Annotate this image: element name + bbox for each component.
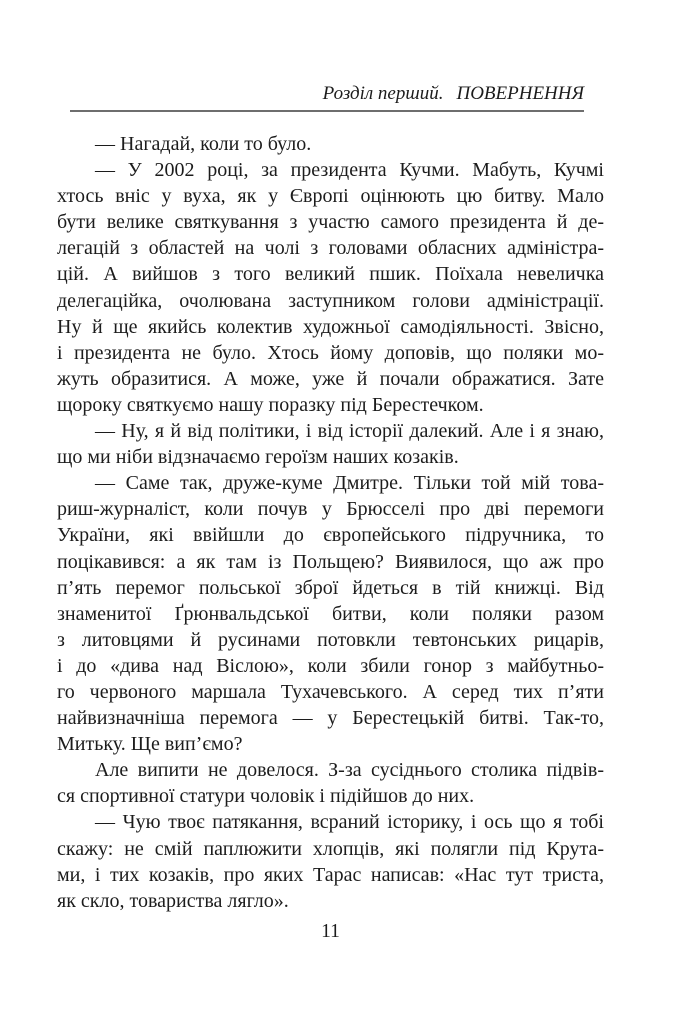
section-title: ПОВЕРНЕННЯ	[456, 83, 584, 104]
paragraph	[57, 470, 604, 757]
paragraph	[57, 418, 604, 470]
text-line: України, які ввійшли до європейського підручника, то	[57, 524, 604, 547]
text-line: і президента не було. Хтось йому доповів, що поляки мо-	[57, 341, 604, 364]
text-line: найвизначніша перемога — у Берестецькій битві. Так-то,	[57, 707, 604, 730]
text-line: і до «дива над Віслою», коли збили гонор з майбутньо-	[57, 654, 604, 677]
text-line: — У 2002 році, за президента Кучми. Мабуть, Кучмі	[95, 159, 604, 182]
paragraph	[57, 757, 604, 809]
running-head	[70, 83, 584, 105]
text-line: Митьку. Ще вип’ємо?	[57, 733, 243, 756]
text-line: п’ять перемог польської зброї йдеться в тій книжці. Від	[57, 576, 604, 599]
text-line: ся спортивної статури чоловік і підійшов до них.	[57, 785, 475, 808]
text-line: бути велике святкування з участю самого президента й де-	[57, 211, 604, 234]
page-number: 11	[321, 921, 340, 942]
text-line: — Чую твоє патякання, всраний історику, і ось що я тобі	[95, 811, 604, 834]
text-line: що ми ніби відзначаємо героїзм наших козаків.	[57, 446, 459, 469]
page-body	[57, 131, 604, 914]
text-line: ми, і тих козаків, про яких Тарас написав: «Нас тут триста,	[57, 863, 604, 886]
text-line: Але випити не довелося. З-за сусіднього столика підвів-	[95, 759, 604, 782]
text-line: хтось вніс у вуха, як у Європі оцінюють цю битву. Мало	[57, 185, 604, 208]
paragraph	[57, 157, 604, 418]
text-line: риш-журналіст, коли почув у Брюсселі про дві перемоги	[57, 498, 604, 521]
text-line: поцікавився: а як там із Польщею? Виявилося, що аж про	[57, 550, 604, 573]
paragraph	[57, 809, 604, 913]
text-line: легацій з областей на чолі з головами обласних адміністра-	[57, 237, 604, 260]
text-line: жуть образитися. А може, уже й почали ображатися. Зате	[57, 367, 604, 390]
text-line: — Ну, я й від політики, і від історії далекий. Але і я знаю,	[95, 420, 604, 443]
header-rule	[70, 110, 584, 112]
text-line: з литовцями й русинами потовкли тевтонських рицарів,	[57, 628, 604, 651]
text-line: скажу: не смій паплюжити хлопців, які полягли під Крута-	[57, 837, 604, 860]
paragraph	[57, 131, 604, 157]
text-line: го червоного маршала Тухачевського. А серед тих п’яти	[57, 680, 604, 703]
text-line: делегаційка, очолювана заступником голови адміністрації.	[57, 289, 604, 312]
text-line: цій. А вийшов з того великий пшик. Поїхала невеличка	[57, 263, 604, 286]
chapter-label: Розділ перший.	[322, 83, 444, 104]
text-line: щороку святкуємо нашу поразку під Берестечком.	[57, 393, 484, 416]
text-line: знаменитої Ґрюнвальдської битви, коли поляки разом	[57, 602, 604, 625]
text-line: — Нагадай, коли то було.	[95, 133, 312, 155]
text-line: як скло, товариства лягло».	[57, 889, 289, 912]
text-line: Ну й ще якийсь колектив художньої самодіяльності. Звісно,	[57, 315, 604, 338]
text-line: — Саме так, друже-куме Дмитре. Тільки той мій това-	[95, 472, 604, 495]
